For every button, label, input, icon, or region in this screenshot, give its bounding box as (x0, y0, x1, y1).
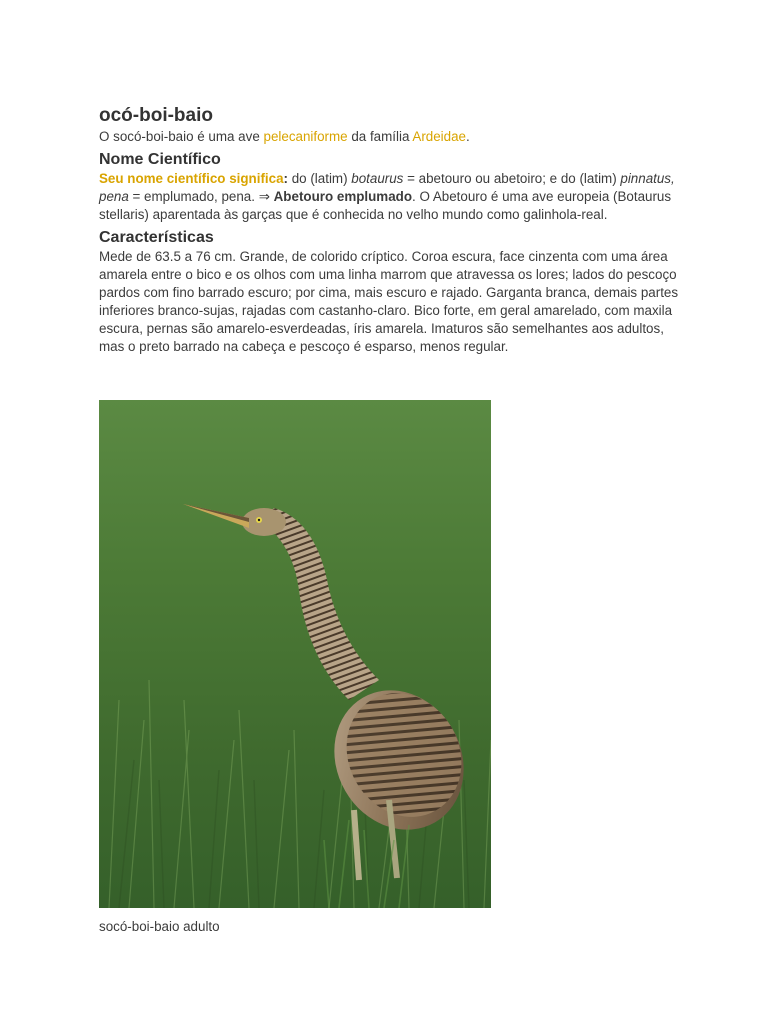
colon: : (283, 171, 289, 186)
name-meaning-result: Abetouro emplumado (273, 189, 413, 204)
intro-paragraph (99, 128, 679, 146)
intro-text-middle: da família (347, 129, 413, 144)
characteristics-paragraph: Mede de 63.5 a 76 cm. Grande, de colorido críptico. Coroa escura, face cinzenta com uma área amarela entre o bico e os olhos com uma linha marrom que atravessa os lores; lados do pescoço pardos com fino barrado escuro; por cima, mais escuro e rajado. Garganta branca, demais partes inferiores branco-sujas, rajadas com castanho-claro. Bico forte, em geral amarelado, com maxila escura, pernas são amarelo-esverdeadas, íris amarela. Imaturos são semelhantes aos adultos, mas o preto barrado na cabeça e pescoço é esparso, menos regular. (99, 249, 679, 354)
intro-text-start: O socó-boi-baio é uma ave (99, 129, 264, 144)
latin-word-botaurus: botaurus (351, 171, 404, 186)
scientific-name-paragraph (99, 170, 679, 224)
article (99, 105, 679, 356)
scientific-name-heading: Nome Científico (99, 151, 221, 168)
latin-text-4: . O Abetouro é uma ave europeia (Botaurus stellaris) aparentada às garças que é conhecida no velho mundo como galinhola-real. (99, 189, 672, 222)
page-title: ocó-boi-baio (99, 105, 213, 126)
name-meaning-link[interactable]: Seu nome científico significa (99, 171, 284, 186)
latin-text-2: = abetouro ou abetoiro; e do (latim) (403, 171, 621, 186)
characteristics-heading: Características (99, 229, 214, 246)
intro-text-end: . (466, 129, 470, 144)
bird-photo (99, 400, 491, 908)
latin-text-1: do (latim) (288, 171, 352, 186)
latin-text-3: = emplumado, pena. ⇒ (128, 189, 274, 204)
photo-caption: socó-boi-baio adulto (99, 919, 220, 934)
latin-word-pinnatus: pinnatus, pena (99, 171, 675, 204)
pelecaniforme-link[interactable]: pelecaniforme (263, 129, 348, 144)
ardeidae-link[interactable]: Ardeidae (412, 129, 466, 144)
